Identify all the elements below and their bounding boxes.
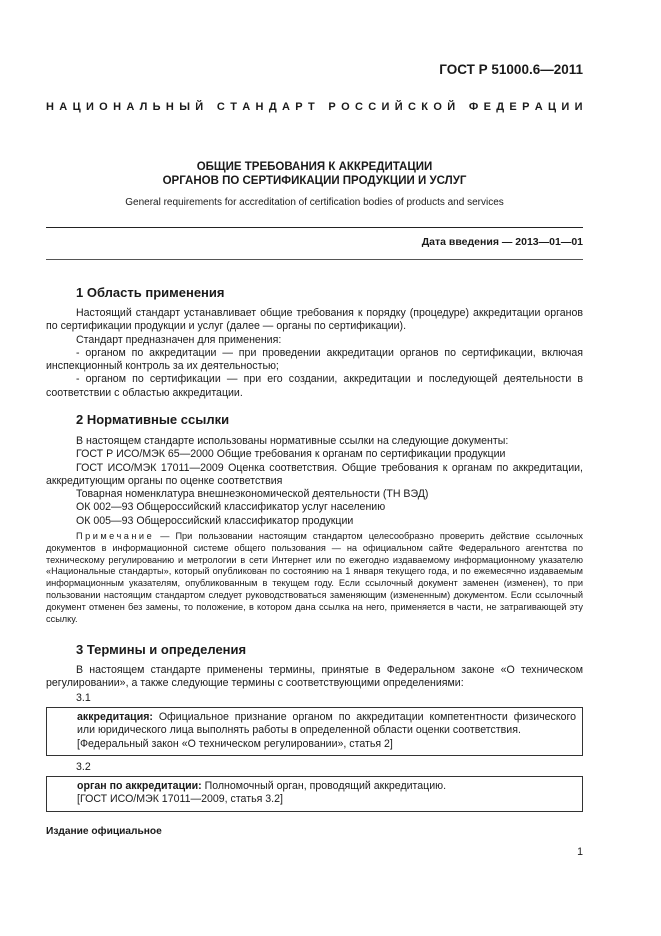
banner-letter: Т — [307, 101, 315, 113]
banner-letter: Ф — [468, 101, 479, 113]
section-2-body — [46, 435, 583, 528]
term-source: [ГОСТ ИСО/МЭК 17011—2009, статья 3.2] — [77, 793, 283, 806]
banner-letter: Н — [255, 101, 264, 113]
banner-letter: Ц — [72, 101, 81, 113]
banner-letter: Т — [230, 101, 237, 113]
banner-letter: И — [381, 101, 390, 113]
banner-letter: Й — [394, 101, 403, 113]
banner-letter — [460, 101, 463, 113]
banner-letter: Ы — [179, 101, 190, 113]
banner-letter: К — [421, 101, 428, 113]
section-3-body — [46, 664, 583, 691]
term-definition: Официальное признание органом по аккредитации компетентности физического или юридического лица выполнять работы в определенной области оценки соответствия. — [77, 711, 576, 737]
term-definition-box — [46, 776, 583, 812]
banner-letter: Й — [195, 101, 204, 113]
banner-letter: И — [561, 101, 570, 113]
section-1-heading: 1 Область применения — [76, 285, 225, 300]
banner-letter — [209, 101, 212, 113]
banner-letter: И — [574, 101, 583, 113]
term-number: 3.2 — [76, 761, 91, 773]
term-source: [Федеральный закон «О техническом регулировании», статья 2] — [77, 737, 393, 750]
term-number: 3.1 — [76, 692, 91, 704]
document-title — [46, 160, 583, 188]
banner-letter: Й — [447, 101, 456, 113]
banner-letter: О — [341, 101, 350, 113]
banner-letter: И — [85, 101, 94, 113]
paragraph: В настоящем стандарте применены термины, принятые в Федеральном законе «О техническом регулировании», а также следующие термины с соответствующими определениями: — [46, 664, 583, 690]
banner-letter: Л — [139, 101, 148, 113]
term: орган по аккредитации: — [77, 780, 202, 792]
banner-letter: А — [126, 101, 135, 113]
note-text: — При пользовании настоящим стандартом целесообразно проверить действие ссылочных документов в информационной системе общего пользования — на официальном сайте Федерального агентства по техническому регулированию и метрологии в сети Интернет или по ежегодно издаваемому информационному указателю «Национальные стандарты», который опубликован по состоянию на 1 января текущего года, и по ежемесячно издаваемым информационным указателям, опубликованным в текущем году. Если ссылочный документ заменен (изменен), то при пользовании настоящим стандартом следует руководствоваться заменяющим (измененным) документом. Если ссылочный документ отменен без замены, то положение, в котором дана ссылка на него, применяется в части, не затрагивающей эту ссылку. — [46, 531, 583, 624]
banner-letter — [320, 101, 323, 113]
banner-letter: Р — [328, 101, 336, 113]
section-2-heading: 2 Нормативные ссылки — [76, 412, 230, 427]
banner-letter: Н — [46, 101, 54, 113]
banner-letter: А — [242, 101, 251, 113]
banner-letter: О — [433, 101, 442, 113]
term-definition: Полномочный орган, проводящий аккредитацию. — [201, 780, 447, 792]
term-definition-box — [46, 707, 583, 756]
term: аккредитация: — [77, 711, 153, 723]
page-number: 1 — [577, 846, 583, 858]
banner-letter: А — [534, 101, 543, 113]
paragraph: В настоящем стандарте использованы нормативные ссылки на следующие документы: — [76, 435, 509, 447]
official-edition-label: Издание официальное — [46, 826, 162, 837]
reference-item: ОК 005—93 Общероссийский классификатор продукции — [76, 514, 354, 527]
banner-letter: Д — [268, 101, 277, 113]
note-block — [46, 531, 583, 625]
paragraph: - органом по сертификации — при его создании, аккредитации и последующей деятельности в соответствии с областью аккредитации. — [46, 373, 583, 399]
banner-letter: Д — [496, 101, 505, 113]
banner-letter: Ь — [152, 101, 161, 113]
note-label: Примечание — [76, 531, 155, 541]
title-divider — [46, 227, 583, 228]
reference-item: ОК 002—93 Общероссийский классификатор услуг населению — [76, 501, 386, 514]
reference-item: ГОСТ Р ИСО/МЭК 65—2000 Общие требования к органам по сертификации продукции — [76, 448, 506, 461]
paragraph: Настоящий стандарт устанавливает общие требования к порядку (процедуре) аккредитации органов по сертификации продукции и услуг (далее — органы по сертификации). — [46, 307, 583, 333]
title-line-1: ОБЩИЕ ТРЕБОВАНИЯ К АККРЕДИТАЦИИ — [196, 161, 433, 173]
banner-letter: С — [216, 101, 225, 113]
banner-letter: Н — [165, 101, 174, 113]
section-1-body — [46, 307, 583, 400]
banner-letter: Р — [522, 101, 530, 113]
reference-item: ГОСТ ИСО/МЭК 17011—2009 Оценка соответствия. Общие требования к органам по аккредитации, аккредитующим органы по оценке соответствия — [46, 461, 583, 487]
date-divider — [46, 259, 583, 260]
banner-letter: А — [282, 101, 290, 113]
english-title: General requirements for accreditation of certification bodies of products and services — [125, 197, 504, 208]
banner-letter: Е — [483, 101, 491, 113]
introduction-date: Дата введения — 2013—01—01 — [421, 236, 583, 248]
paragraph: - органом по аккредитации — при проведении аккредитации органов по сертификации, включая инспекционный контроль за их деятельностью; — [46, 346, 583, 373]
banner-letter: Н — [113, 101, 122, 113]
banner-letter: О — [99, 101, 108, 113]
banner-letter: С — [368, 101, 377, 113]
title-line-2: ОРГАНОВ ПО СЕРТИФИКАЦИИ ПРОДУКЦИИ И УСЛУГ — [162, 175, 467, 187]
banner-letter: С — [354, 101, 363, 113]
banner-letter: А — [59, 101, 68, 113]
section-3-heading: 3 Термины и определения — [76, 642, 247, 657]
banner-letter: С — [408, 101, 416, 113]
banner-letter: Ц — [548, 101, 557, 113]
banner-letter: Р — [295, 101, 303, 113]
standard-number: ГОСТ Р 51000.6—2011 — [439, 62, 583, 77]
reference-item: Товарная номенклатура внешнеэкономической деятельности (ТН ВЭД) — [76, 488, 429, 501]
national-standard-banner — [46, 101, 583, 113]
banner-letter: Е — [509, 101, 517, 113]
paragraph: Стандарт предназначен для применения: — [76, 333, 282, 346]
